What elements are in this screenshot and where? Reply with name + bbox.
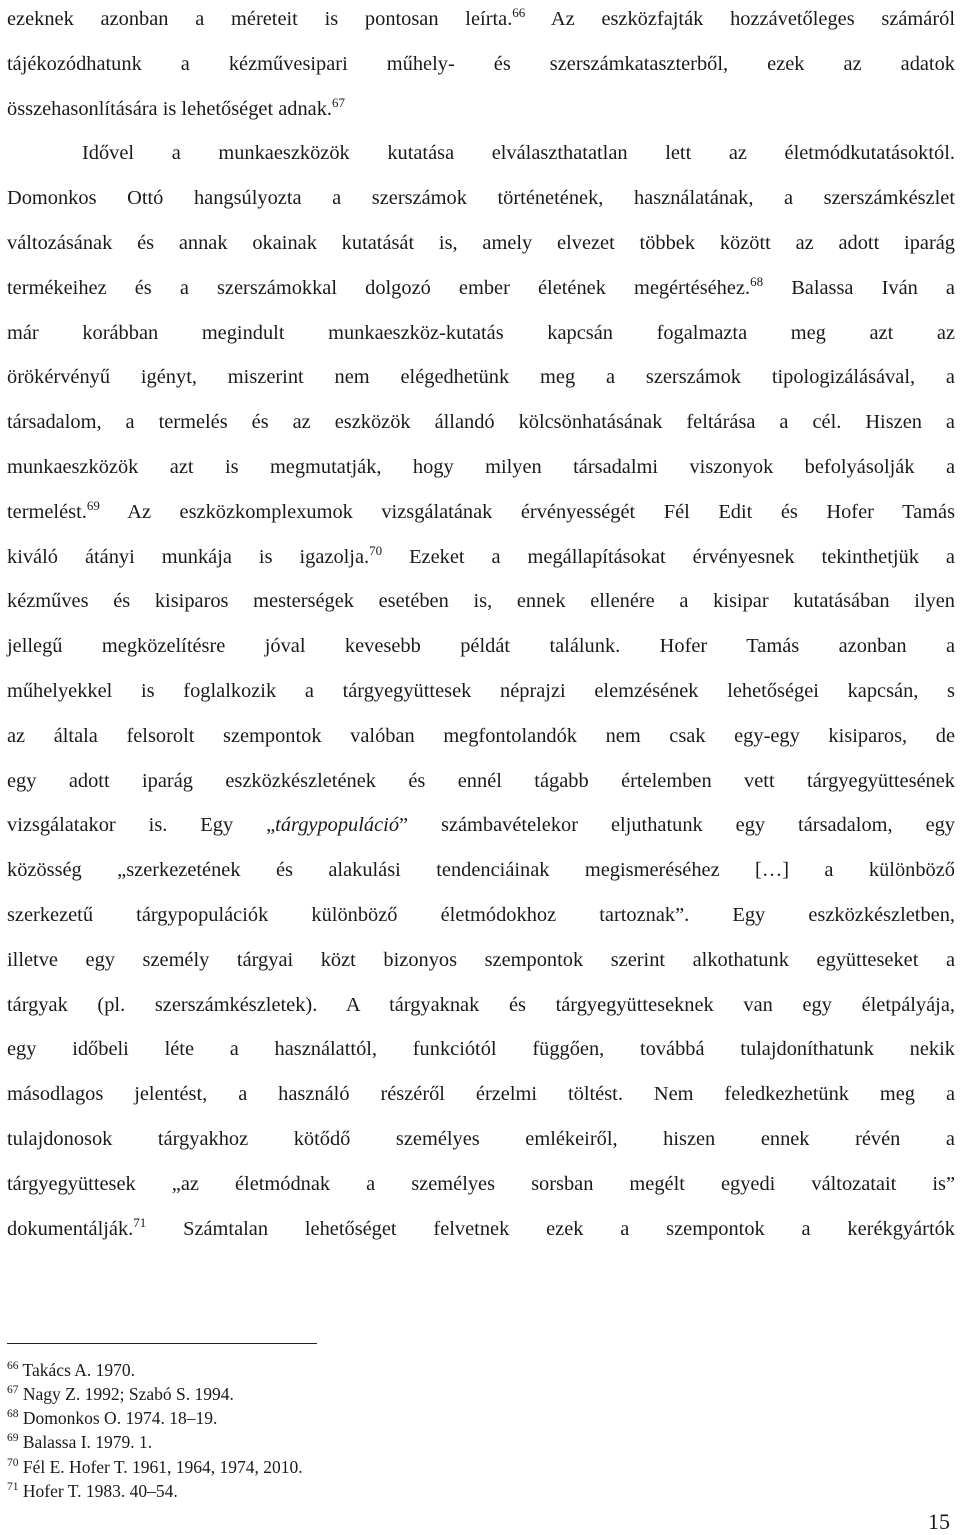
footnote-ref[interactable]: 70 [369,543,383,558]
body-text: kiváló átányi munkája is igazolja. [7,546,370,568]
footnote-number: 70 [7,1457,19,1469]
body-text: Balassa Iván a [763,277,955,299]
body-line: tárgyegyüttesek „az életmódnak a személyes sorsban megélt egyedi változatait is” [7,1173,955,1195]
body-line: egy adott iparág eszközkészletének és ennél tágabb értelemben vett tárgyegyüttesének [7,770,955,792]
body-text: termékeihez és a szerszámokkal dolgozó ember életének megértéséhez. [7,277,751,299]
footnote [7,1481,178,1501]
body-line: tárgyak (pl. szerszámkészletek). A tárgyaknak és tárgyegyütteseknek van egy életpályája, [7,994,955,1016]
body-line: műhelyekkel is foglalkozik a tárgyegyüttesek néprajzi elemzésének lehetőségei kapcsán, s [7,680,955,702]
body-line: közösség „szerkezetének és alakulási tendenciáinak megismeréséhez […] a különböző [7,859,955,881]
body-line: változásának és annak okainak kutatását is, amely elvezet többek között az adott iparág [7,232,955,254]
body-line: Idővel a munkaeszközök kutatása elválaszthatatlan lett az életmódkutatásoktól. [82,142,955,164]
body-line [7,275,955,301]
body-line: társadalom, a termelés és az eszközök állandó kölcsönhatásának feltárása a cél. Hiszen a [7,411,955,433]
body-line: tájékozódhatunk a kézművesipari műhely- és szerszámkataszterből, ezek az adatok [7,53,955,75]
footnote [7,1408,217,1428]
body-text: ” számbavételekor eljuthatunk egy társadalom, egy [399,814,956,836]
footnote-separator [7,1343,317,1344]
footnote-ref[interactable]: 69 [86,498,100,513]
footnote-number: 67 [7,1384,19,1396]
footnote-text: Fél E. Hofer T. 1961, 1964, 1974, 2010. [18,1457,303,1477]
body-line [7,544,955,570]
footnote-text: Nagy Z. 1992; Szabó S. 1994. [18,1384,234,1404]
body-text: Ezeket a megállapításokat érvényesnek tekinthetjük a [382,546,955,568]
page-number: 15 [928,1509,950,1534]
footnote-text: Domonkos O. 1974. 18–19. [18,1408,218,1428]
body-line: szerkezetű tárgypopulációk különböző életmódokhoz tartoznak”. Egy eszközkészletben, [7,904,955,926]
body-text: termelést. [7,501,87,523]
footnote-text: Balassa I. 1979. 1. [18,1432,153,1452]
body-line: tulajdonosok tárgyakhoz kötődő személyes emlékeiről, hiszen ennek révén a [7,1128,955,1150]
footnote-number: 69 [7,1432,19,1444]
body-line: jellegű megközelítésre jóval kevesebb példát találunk. Hofer Tamás azonban a [7,635,955,657]
body-line: egy időbeli léte a használattól, funkciótól függően, továbbá tulajdoníthatunk nekik [7,1038,955,1060]
body-text: ezeknek azonban a méreteit is pontosan leírta. [7,8,513,30]
footnote-number: 68 [7,1408,19,1420]
footnote-ref[interactable]: 71 [133,1215,147,1230]
body-line: másodlagos jelentést, a használó részéről érzelmi töltést. Nem feledkezhetünk meg a [7,1083,955,1105]
body-line: munkaeszközök azt is megmutatják, hogy milyen társadalmi viszonyok befolyásolják a [7,456,955,478]
body-text: Az eszközkomplexumok vizsgálatának érvényességét Fél Edit és Hofer Tamás [99,501,955,523]
footnote-ref[interactable]: 67 [332,95,346,110]
footnote-text: Takács A. 1970. [18,1360,136,1380]
body-text: Számtalan lehetőséget felvetnek ezek a szempontok a kerékgyártók [146,1218,955,1240]
footnote-ref[interactable]: 66 [512,5,526,20]
body-line [7,6,955,32]
body-text: dokumentálják. [7,1218,134,1240]
body-text: vizsgálatakor is. Egy „ [7,814,276,836]
footnote [7,1360,135,1380]
body-text: összehasonlítására is lehetőséget adnak. [7,98,333,120]
body-line: illetve egy személy tárgyai közt bizonyos szempontok szerint alkothatunk együtteseket a [7,949,955,971]
footnote [7,1384,234,1404]
body-line: Domonkos Ottó hangsúlyozta a szerszámok történetének, használatának, a szerszámkészlet [7,187,955,209]
body-line: örökérvényű igényt, miszerint nem elégedhetünk meg a szerszámok tipologizálásával, a [7,366,955,388]
body-line [7,499,955,525]
italic-term: tárgypopuláció [275,814,400,836]
footnote-ref[interactable]: 68 [750,274,764,289]
footnote-number: 71 [7,1481,19,1493]
body-line: az általa felsorolt szempontok valóban megfontolandók nem csak egy-egy kisiparos, de [7,725,955,747]
body-text: Az eszközfajták hozzávetőleges számáról [525,8,955,30]
footnote [7,1457,303,1477]
body-line: kézműves és kisiparos mesterségek esetében is, ennek ellenére a kisipar kutatásában ilyen [7,590,955,612]
footnote-text: Hofer T. 1983. 40–54. [18,1481,178,1501]
body-line [7,812,955,838]
body-line [7,96,955,122]
footnote-number: 66 [7,1360,19,1372]
footnote [7,1432,152,1452]
body-line: már korábban megindult munkaeszköz-kutatás kapcsán fogalmazta meg azt az [7,322,955,344]
body-line [7,1216,955,1242]
